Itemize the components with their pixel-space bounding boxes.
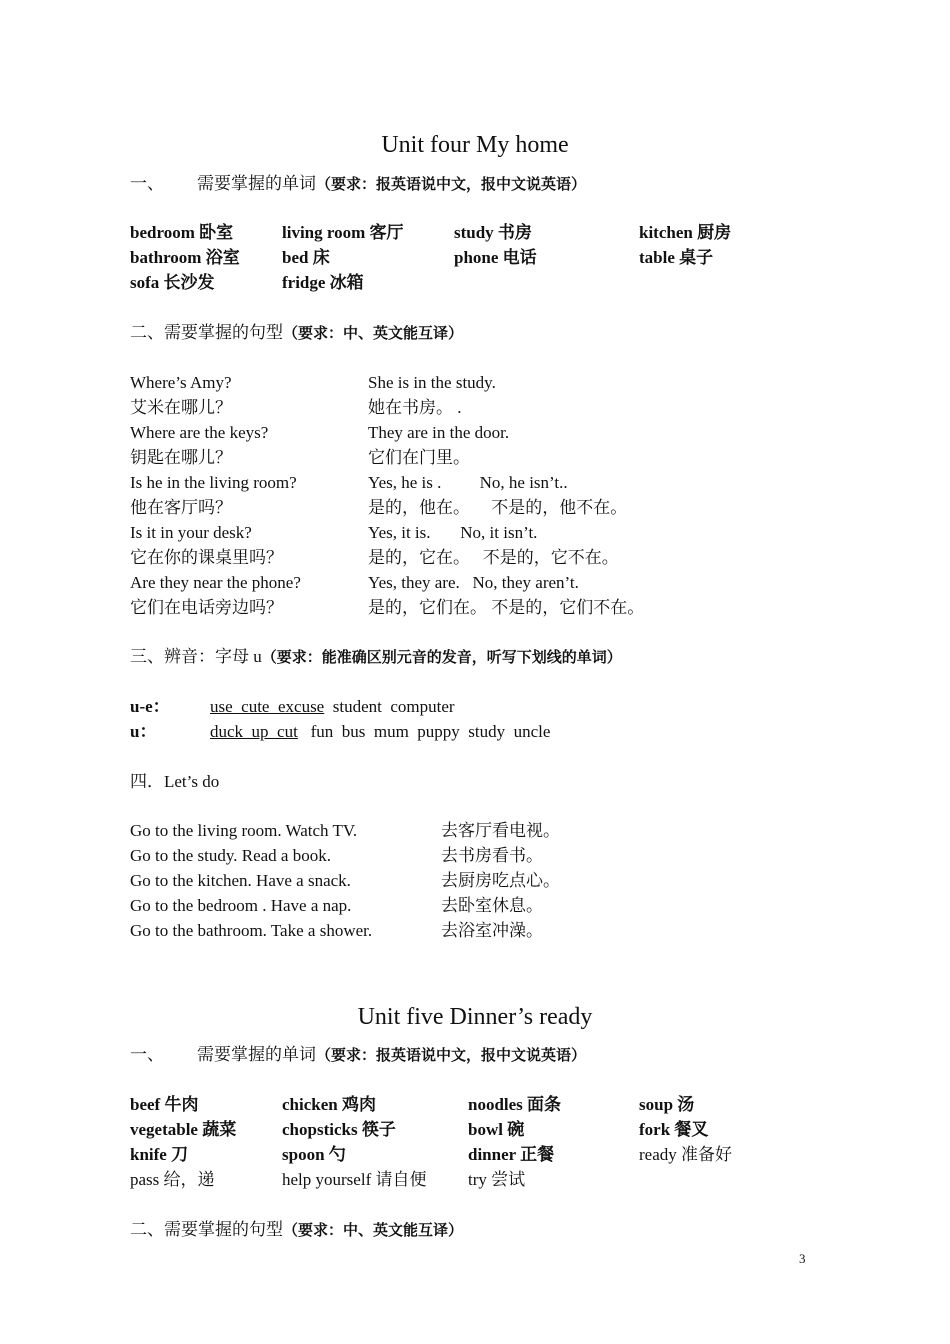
unit4-sec4-heading: 四．Let’s do xyxy=(130,772,220,791)
vocab-item: dinner 正餐 xyxy=(468,1145,555,1164)
vocab-item: fork 餐叉 xyxy=(639,1120,709,1139)
unit4-sec1-req: （要求：报英语说中文，报中文说英语） xyxy=(316,177,587,193)
vocab-item: bowl 碗 xyxy=(468,1120,525,1139)
phonics-underlined: duck up cut xyxy=(210,722,298,741)
sentence-answer: Yes, they are. No, they aren’t. xyxy=(368,573,579,592)
sentence-answer: They are in the door. xyxy=(368,423,510,442)
unit4-sec3-heading xyxy=(130,644,622,671)
sentence-question: Are they near the phone? xyxy=(130,573,301,592)
unit4-sec1-heading-text: 需要掌握的单词 xyxy=(197,174,316,193)
page-number: 3 xyxy=(799,1251,806,1266)
sentence-answer: 是的，它们在。 不是的，它们不在。 xyxy=(368,598,645,617)
sentence-answer: She is in the study. xyxy=(368,373,496,392)
vocab-item: bedroom 卧室 xyxy=(130,223,234,242)
sentence-question: Is he in the living room? xyxy=(130,473,297,492)
letsdo-english: Go to the bathroom. Take a shower. xyxy=(130,921,373,940)
unit5-sec1-num: 一、 xyxy=(130,1045,164,1064)
sentence-question: 钥匙在哪儿？ xyxy=(130,448,232,467)
unit4-sec2-heading-text: 二、需要掌握的句型 xyxy=(130,323,283,342)
sentence-question: Is it in your desk? xyxy=(130,523,252,542)
vocab-item: chopsticks 筷子 xyxy=(282,1120,396,1139)
vocab-item: vegetable 蔬菜 xyxy=(130,1120,237,1139)
phonics-words xyxy=(210,694,455,719)
vocab-item: pass 给，递 xyxy=(130,1170,215,1189)
unit4-sec3-heading-text: 三、辨音：字母 u xyxy=(130,647,262,666)
letsdo-chinese: 去书房看书。 xyxy=(441,846,543,865)
vocab-item: phone 电话 xyxy=(454,248,537,267)
vocab-item: try 尝试 xyxy=(468,1170,526,1189)
sentence-answer: 是的，它在。 不是的，它不在。 xyxy=(368,548,619,567)
phonics-label: u-e： xyxy=(130,697,170,716)
vocab-item: noodles 面条 xyxy=(468,1095,562,1114)
letsdo-english: Go to the living room. Watch TV. xyxy=(130,821,358,840)
sentence-answer: Yes, it is. No, it isn’t. xyxy=(368,523,538,542)
vocab-item: ready 准备好 xyxy=(639,1145,733,1164)
letsdo-english: Go to the bedroom . Have a nap. xyxy=(130,896,352,915)
vocab-item: fridge 冰箱 xyxy=(282,273,364,292)
letsdo-chinese: 去厨房吃点心。 xyxy=(441,871,560,890)
unit4-sec1-heading xyxy=(197,171,586,198)
sentence-question: Where’s Amy? xyxy=(130,373,232,392)
unit4-sec2-req: （要求：中、英文能互译） xyxy=(283,326,464,342)
vocab-item: knife 刀 xyxy=(130,1145,189,1164)
unit4-title: Unit four My home xyxy=(381,132,569,158)
vocab-item: table 桌子 xyxy=(639,248,714,267)
sentence-question: 他在客厅吗？ xyxy=(130,498,232,517)
phonics-label: u： xyxy=(130,722,157,741)
letsdo-chinese: 去浴室冲澡。 xyxy=(441,921,543,940)
unit5-sec1-heading xyxy=(197,1042,586,1069)
vocab-item: kitchen 厨房 xyxy=(639,223,732,242)
phonics-rest: fun bus mum puppy study uncle xyxy=(297,722,551,741)
unit4-sec2-heading xyxy=(130,320,463,347)
sentence-answer: 她在书房。 . xyxy=(368,398,462,417)
unit5-sec2-heading-text: 二、需要掌握的句型 xyxy=(130,1220,283,1239)
unit5-title: Unit five Dinner’s ready xyxy=(357,1004,593,1030)
vocab-item: soup 汤 xyxy=(639,1095,695,1114)
letsdo-chinese: 去卧室休息。 xyxy=(441,896,543,915)
unit4-sec3-req: （要求：能准确区别元音的发音，听写下划线的单词） xyxy=(261,650,622,666)
vocab-item: bed 床 xyxy=(282,248,330,267)
unit5-sec1-req: （要求：报英语说中文，报中文说英语） xyxy=(316,1048,587,1064)
letsdo-chinese: 去客厅看电视。 xyxy=(441,821,560,840)
phonics-words xyxy=(210,719,550,744)
unit4-sec1-num: 一、 xyxy=(130,174,164,193)
phonics-rest: student computer xyxy=(324,697,455,716)
letsdo-english: Go to the study. Read a book. xyxy=(130,846,331,865)
unit5-sec1-heading-text: 需要掌握的单词 xyxy=(197,1045,316,1064)
vocab-item: beef 牛肉 xyxy=(130,1095,199,1114)
sentence-question: 它在你的课桌里吗？ xyxy=(130,548,283,567)
unit5-sec2-req: （要求：中、英文能互译） xyxy=(283,1223,464,1239)
vocab-item: sofa 长沙发 xyxy=(130,273,215,292)
sentence-answer: 是的，他在。 不是的，他不在。 xyxy=(368,498,628,517)
vocab-item: living room 客厅 xyxy=(282,223,404,242)
vocab-item: help yourself 请自便 xyxy=(282,1170,427,1189)
vocab-item: spoon 勺 xyxy=(282,1145,346,1164)
vocab-item: chicken 鸡肉 xyxy=(282,1095,376,1114)
vocab-item: bathroom 浴室 xyxy=(130,248,240,267)
sentence-answer: 它们在门里。 xyxy=(368,448,470,467)
letsdo-english: Go to the kitchen. Have a snack. xyxy=(130,871,351,890)
sentence-question: 艾米在哪儿？ xyxy=(130,398,232,417)
sentence-question: 它们在电话旁边吗？ xyxy=(130,598,283,617)
sentence-question: Where are the keys? xyxy=(130,423,269,442)
phonics-underlined: use cute excuse xyxy=(210,697,325,716)
unit5-sec2-heading xyxy=(130,1217,463,1244)
vocab-item: study 书房 xyxy=(454,223,532,242)
sentence-answer: Yes, he is . No, he isn’t.. xyxy=(368,473,568,492)
